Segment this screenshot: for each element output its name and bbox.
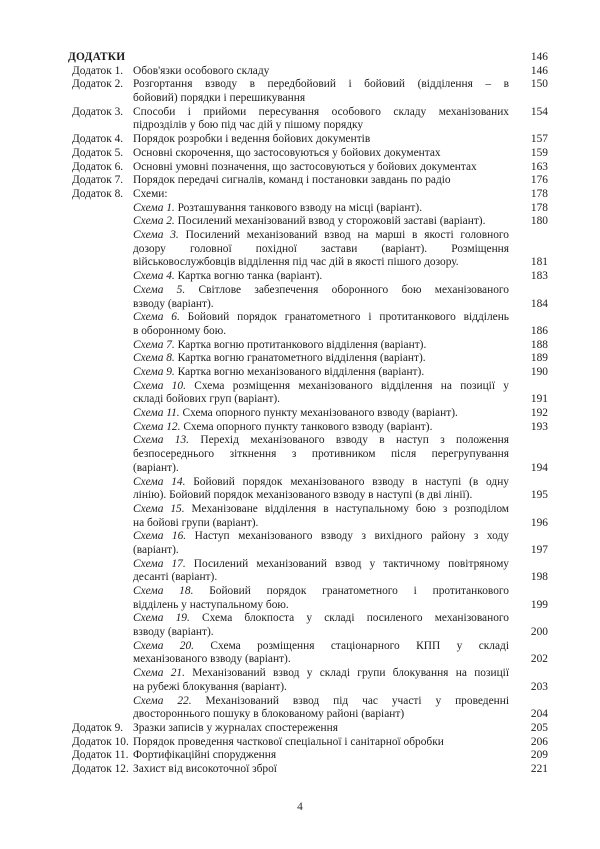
toc-schema-entry	[68, 476, 548, 503]
toc-line: Схема 6. Бойовий порядок гранатометного і протитанкового відділень	[133, 311, 509, 324]
entry-page-number: 197	[530, 543, 548, 556]
entry-page-number: 209	[530, 749, 548, 762]
toc-line: Фортифікаційні спорудження	[133, 749, 277, 762]
toc-appendix-entry	[68, 736, 548, 750]
toc-line: Схема 7. Картка вогню протитанкового відділення (варіант).	[133, 338, 427, 351]
toc-line: Схеми:	[133, 187, 168, 200]
entry-description	[133, 476, 509, 503]
entry-description	[133, 284, 509, 311]
toc-line: двостороннього пошуку в блокованому районі (варіант)	[133, 708, 405, 721]
entry-description	[133, 585, 509, 612]
schema-number: Схема 21.	[133, 667, 185, 680]
toc-line: (варіант).	[133, 461, 179, 474]
toc-line: Схема 4. Картка вогню танка (варіант).	[133, 270, 323, 283]
toc-appendix-entry	[68, 749, 548, 763]
toc-schema-entry	[68, 352, 548, 366]
toc-appendix-entry	[68, 78, 548, 105]
toc-line: Схема 20. Схема розміщення стаціонарного КПП у складі	[133, 639, 509, 652]
toc-line: Схема 1. Розташування танкового взводу на місці (варіант).	[133, 201, 423, 214]
entry-page-number: 221	[530, 763, 548, 776]
entry-description	[133, 421, 509, 435]
entry-page-number: 206	[530, 735, 548, 748]
entry-page-number: 192	[530, 407, 548, 420]
entry-description	[133, 311, 509, 338]
entry-description	[133, 407, 509, 421]
schema-number: Схема 2.	[133, 215, 175, 228]
toc-line: механізованого взводу (варіант).	[133, 653, 291, 666]
toc-line: безпосереднього зіткнення з противником після перегрупування	[133, 448, 509, 461]
toc-line: військовослужбовців відділення під час дій в якості пішого дозору.	[133, 256, 459, 269]
toc-line: Схема 22. Механізований взвод під час участі у проведенні	[133, 694, 509, 707]
toc-schema-entry	[68, 380, 548, 407]
entry-description	[133, 78, 509, 105]
entry-page-number: 184	[530, 297, 548, 310]
toc-schema-entry	[68, 407, 548, 421]
toc-line: Схема 3. Посилений механізований взвод на марші в якості головного	[133, 229, 509, 242]
toc-schema-entry	[68, 585, 548, 612]
toc-line: взводу (варіант).	[133, 297, 214, 310]
entry-page-number: 163	[530, 160, 548, 173]
entry-page-number: 146	[530, 64, 548, 77]
entry-description	[133, 161, 509, 175]
entry-page-number: 203	[530, 680, 548, 693]
toc-line: Обов'язки особового складу	[133, 64, 270, 77]
toc-line: підрозділів у бою під час дій у пішому порядку	[133, 119, 364, 132]
entry-page-number: 178	[530, 187, 548, 200]
toc-line: на бойові групи (варіант).	[133, 516, 259, 529]
toc-appendix-entry	[68, 106, 548, 133]
entry-label: Додаток 2.	[72, 78, 124, 91]
schema-number: Схема 13.	[133, 434, 189, 447]
toc-line: Схема 9. Картка вогню механізованого відділення (варіант).	[133, 366, 425, 378]
toc-line: Схема 5. Світлове забезпечення оборонного бою механізованого	[133, 283, 509, 296]
schema-number: Схема 14.	[133, 475, 186, 488]
entry-description	[133, 749, 509, 763]
entry-description	[133, 339, 509, 353]
entry-description	[133, 202, 509, 216]
entry-description	[133, 133, 509, 147]
toc-heading	[68, 51, 548, 65]
entry-page-number: 150	[530, 78, 548, 91]
toc-schema-entry	[68, 339, 548, 353]
toc-line: Захист від високоточної зброї	[133, 763, 277, 776]
schema-number: Схема 10.	[133, 379, 186, 392]
entry-label: Додаток 11.	[72, 749, 129, 762]
schema-number: Схема 8.	[133, 352, 175, 365]
entry-page-number: 195	[530, 489, 548, 502]
toc-line: десанті (варіант).	[133, 571, 218, 584]
toc-heading-label: ДОДАТКИ	[68, 51, 126, 63]
toc-schema-entry	[68, 530, 548, 557]
toc-line: Схема 11. Схема опорного пункту механізованого взводу (варіант).	[133, 407, 458, 420]
entry-page-number: 199	[530, 598, 548, 611]
toc-schema-entry	[68, 558, 548, 585]
toc-line: Схема 21. Механізований взвод у складі групи блокування на позиції	[133, 667, 509, 680]
toc-schema-entry	[68, 284, 548, 311]
entry-description	[133, 736, 509, 750]
entry-description	[133, 366, 509, 380]
toc-schema-entry	[68, 215, 548, 229]
entry-description	[133, 763, 509, 777]
toc-line: Основні умовні позначення, що застосовуються у бойових документах	[133, 160, 477, 173]
toc-line: складі бойових груп (варіант).	[133, 393, 280, 406]
entry-page-number: 176	[530, 174, 548, 187]
toc-line: бойовий) порядки і перешикування	[133, 92, 306, 105]
entry-description	[133, 106, 509, 133]
entry-label: Додаток 3.	[72, 105, 124, 118]
entry-page-number: 204	[530, 708, 548, 721]
entry-label: Додаток 5.	[72, 146, 124, 159]
entry-page-number: 188	[530, 338, 548, 351]
entry-page-number: 194	[530, 461, 548, 474]
entry-page-number: 191	[530, 393, 548, 406]
toc-line: Зразки записів у журналах спостереження	[133, 721, 338, 734]
toc-line: Порядок передачі сигналів, команд і постановки завдань по радіо	[133, 174, 451, 187]
toc-schema-entry	[68, 229, 548, 270]
toc-line: Схема 13. Перехід механізованого взводу в наступ з положення	[133, 434, 509, 447]
toc-appendix-entry	[68, 133, 548, 147]
entry-description	[133, 147, 509, 161]
footer-page-number: 4	[297, 801, 303, 813]
entry-description	[133, 352, 509, 366]
toc-line: на рубежі блокування (варіант).	[133, 680, 287, 693]
entry-label: Додаток 7.	[72, 174, 124, 187]
entry-page-number: 202	[530, 653, 548, 666]
schema-number: Схема 22.	[133, 694, 192, 707]
toc-line: відділень у наступальному бою.	[133, 598, 289, 611]
entry-description	[133, 612, 509, 639]
toc-schema-entry	[68, 366, 548, 380]
entry-description	[133, 174, 509, 188]
entry-label: Додаток 12.	[72, 763, 129, 776]
entry-description	[133, 229, 509, 270]
toc-line: взводу (варіант).	[133, 626, 214, 639]
toc-line: Порядок розробки і ведення бойових документів	[133, 133, 371, 146]
entry-page-number: 180	[530, 215, 548, 228]
schema-number: Схема 4.	[133, 270, 175, 283]
toc-line: Розгортання взводу в передбойовий і бойовий (відділення – в	[133, 78, 509, 91]
toc-line: (варіант).	[133, 543, 179, 556]
toc-line: Порядок проведення часткової спеціальної і санітарної обробки	[133, 735, 444, 748]
toc-line: Схема 10. Схема розміщення механізованого відділення на позиції у	[133, 379, 509, 392]
entry-page-number: 189	[530, 352, 548, 365]
entry-description	[133, 270, 509, 284]
schema-number: Схема 12.	[133, 420, 181, 433]
entry-description	[133, 640, 509, 667]
entry-label: Додаток 1.	[72, 64, 124, 77]
entry-page-number: 193	[530, 420, 548, 433]
entry-label: Додаток 8.	[72, 187, 124, 200]
toc-line: Схема 2. Посилений механізований взвод у сторожовій заставі (варіант).	[133, 215, 486, 228]
toc-line: Схема 16. Наступ механізованого взводу з вихідного району з ходу	[133, 530, 509, 543]
toc-line: Схема 12. Схема опорного пункту танкового взводу (варіант).	[133, 420, 433, 433]
entry-description	[133, 722, 509, 736]
schema-number: Схема 16.	[133, 530, 187, 543]
toc-line: Схема 14. Бойовий порядок механізованого взводу в наступі (в одну	[133, 475, 509, 488]
page-footer	[0, 801, 600, 813]
schema-number: Схема 19.	[133, 612, 190, 625]
schema-number: Схема 20.	[133, 639, 195, 652]
schema-number: Схема 15.	[133, 502, 185, 515]
entry-label: Додаток 10.	[72, 735, 129, 748]
toc-appendix-entry	[68, 188, 548, 202]
toc-schema-entry	[68, 667, 548, 694]
entry-description	[133, 380, 509, 407]
entry-page-number: 183	[530, 270, 548, 283]
toc-line: дозору головної похідної застави (варіант). Розміщення	[133, 242, 509, 255]
toc-schema-entry	[68, 434, 548, 475]
entry-description	[133, 558, 509, 585]
toc-schema-entry	[68, 421, 548, 435]
entry-page-number: 154	[530, 105, 548, 118]
entry-page-number: 159	[530, 146, 548, 159]
entry-label: Додаток 6.	[72, 160, 124, 173]
entry-description	[133, 215, 509, 229]
toc-schema-entry	[68, 270, 548, 284]
schema-number: Схема 18.	[133, 585, 194, 598]
entry-label: Додаток 9.	[72, 721, 124, 734]
entry-description	[133, 667, 509, 694]
schema-number: Схема 3.	[133, 229, 179, 242]
toc-schema-entry	[68, 311, 548, 338]
schema-number: Схема 6.	[133, 311, 180, 324]
entry-description	[133, 65, 509, 79]
toc-appendix-entry	[68, 722, 548, 736]
toc-line: Схема 18. Бойовий порядок гранатометного і протитанкового	[133, 585, 509, 598]
entry-description	[133, 434, 509, 475]
toc-appendix-entry	[68, 174, 548, 188]
entry-page-number: 181	[530, 256, 548, 269]
toc-schema-entry	[68, 202, 548, 216]
toc-entries	[68, 65, 548, 777]
entry-description	[133, 695, 509, 722]
toc-line: Схема 8. Картка вогню гранатометного відділення (варіант).	[133, 352, 426, 365]
entry-description	[133, 503, 509, 530]
toc-appendix-entry	[68, 161, 548, 175]
entry-page-number: 200	[530, 626, 548, 639]
toc-appendix-entry	[68, 65, 548, 79]
toc-schema-entry	[68, 640, 548, 667]
schema-number: Схема 5.	[133, 283, 186, 296]
entry-description	[133, 530, 509, 557]
entry-label: Додаток 4.	[72, 133, 124, 146]
toc	[68, 51, 548, 777]
schema-number: Схема 11.	[133, 407, 180, 420]
schema-number: Схема 9.	[133, 366, 175, 378]
toc-schema-entry	[68, 612, 548, 639]
toc-schema-entry	[68, 695, 548, 722]
entry-page-number: 196	[530, 516, 548, 529]
toc-line: Схема 17. Посилений механізований взвод у тактичному повітряному	[133, 557, 509, 570]
toc-line: Способи і прийоми пересування особового складу механізованих	[133, 105, 509, 118]
toc-line: Схема 19. Схема блокпоста у складі посиленого механізованого	[133, 612, 509, 625]
entry-page-number: 205	[530, 721, 548, 734]
schema-number: Схема 7.	[133, 338, 175, 351]
entry-page-number: 157	[530, 133, 548, 146]
entry-page-number: 190	[530, 366, 548, 378]
toc-line: лінію). Бойовий порядок механізованого взводу в наступі (в дві лінії).	[133, 489, 473, 502]
toc-line: Основні скорочення, що застосовуються у бойових документах	[133, 146, 441, 159]
entry-description	[133, 188, 509, 202]
schema-number: Схема 17.	[133, 557, 186, 570]
toc-schema-entry	[68, 503, 548, 530]
toc-heading-page-number: 146	[530, 51, 548, 63]
entry-page-number: 186	[530, 324, 548, 337]
toc-appendix-entry	[68, 763, 548, 777]
toc-line: Схема 15. Механізоване відділення в наступальному бою з розподілом	[133, 502, 509, 515]
entry-page-number: 178	[530, 201, 548, 214]
toc-appendix-entry	[68, 147, 548, 161]
entry-page-number: 198	[530, 571, 548, 584]
schema-number: Схема 1.	[133, 201, 175, 214]
toc-line: в оборонному бою.	[133, 324, 227, 337]
